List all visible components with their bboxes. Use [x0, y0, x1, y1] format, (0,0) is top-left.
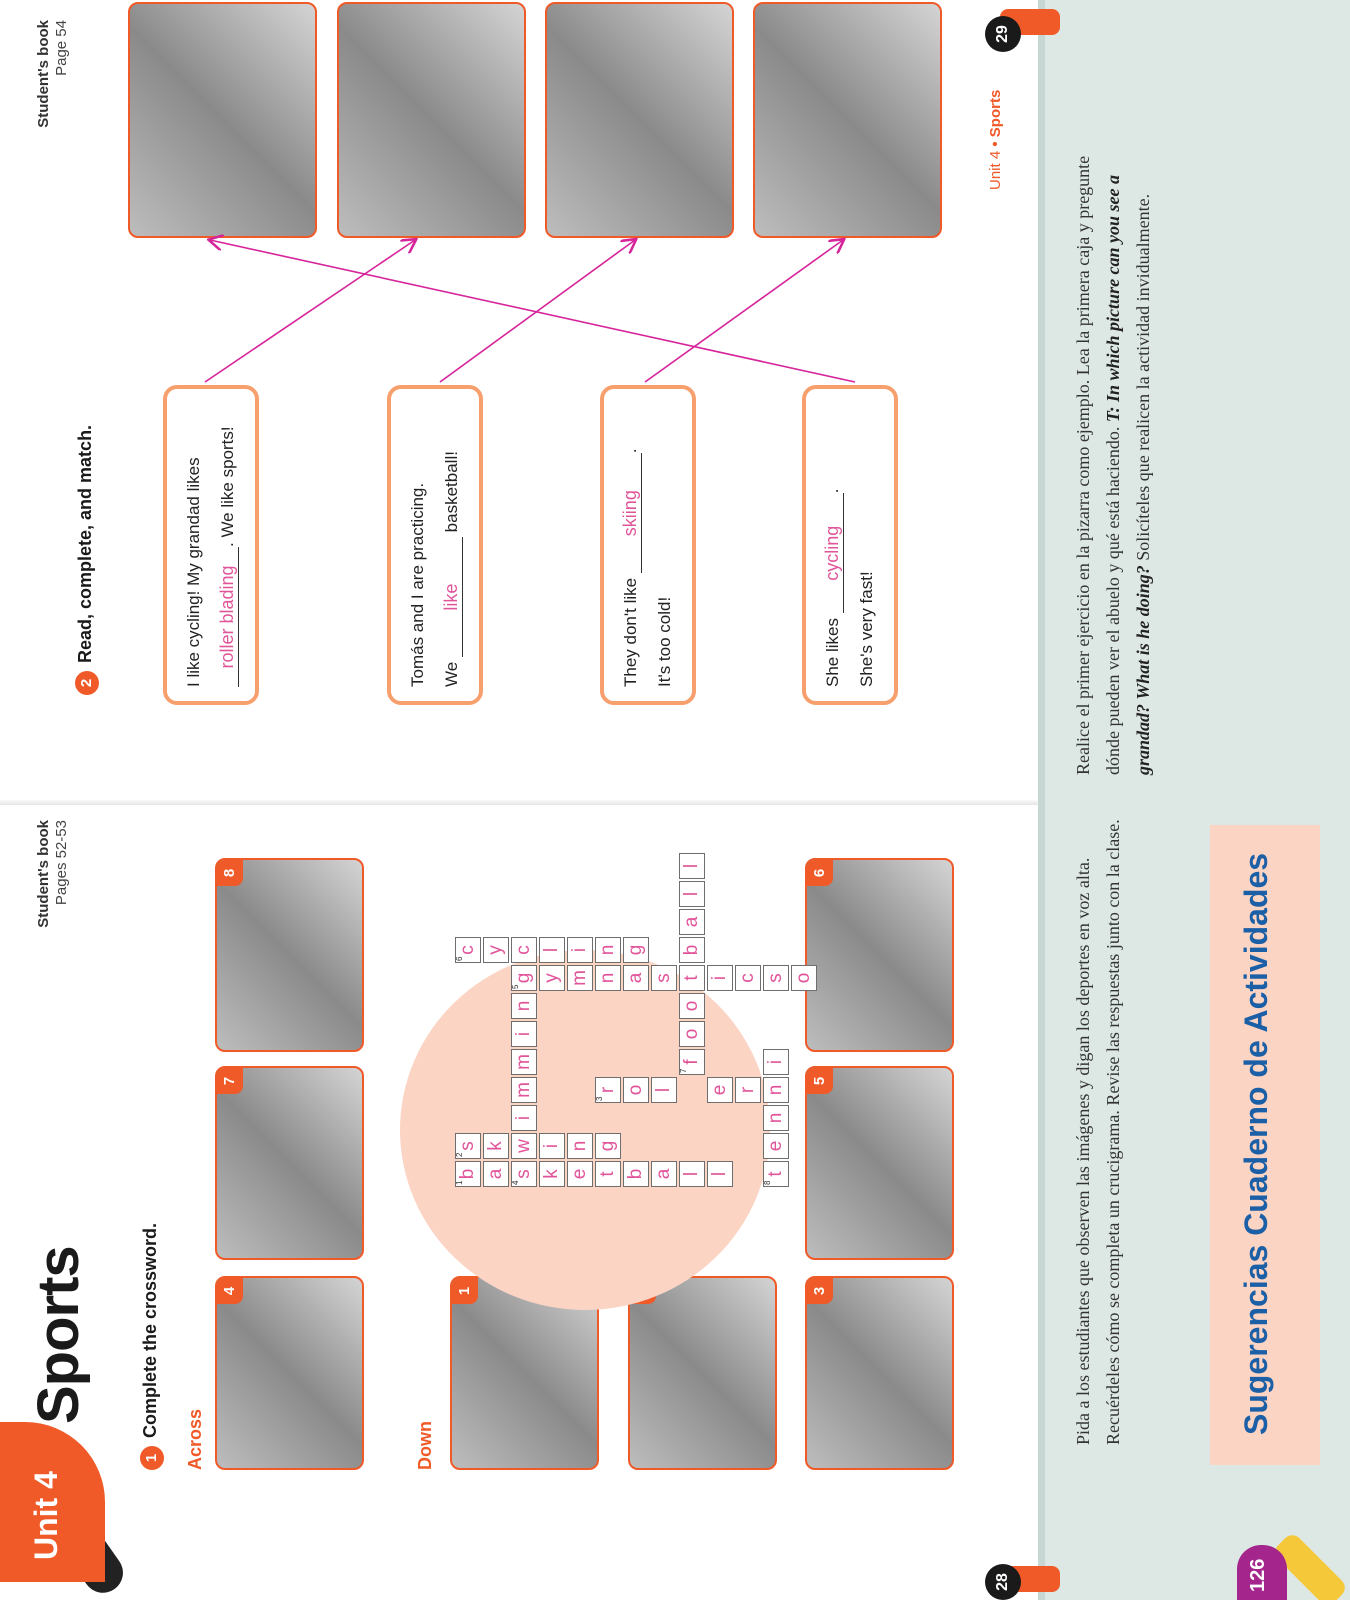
- crossword-clue-number: 5: [511, 984, 520, 989]
- crossword-letter: e: [569, 1168, 590, 1180]
- crossword-letter: b: [457, 1168, 478, 1180]
- crossword-letter: n: [569, 1140, 590, 1152]
- box-3-answer: skiing: [619, 453, 642, 573]
- crossword-letter: a: [653, 1168, 674, 1180]
- box-2-line-1: Tomás and I are practicing.: [408, 482, 427, 687]
- box-1-after: . We like sports!: [218, 426, 237, 547]
- crossword-clue-number: 2: [455, 1152, 464, 1157]
- box-2-after: basketball!: [442, 451, 461, 533]
- activity-2-number: 2: [75, 671, 99, 695]
- crossword-letter: i: [513, 1031, 534, 1037]
- left-sb-label: Student's book: [35, 820, 52, 928]
- crossword-letter: e: [709, 1084, 730, 1096]
- crossword-letter: o: [681, 1000, 702, 1012]
- teacher-note-right-text-1: Realice el primer ejercicio en la pizarra como ejemplo. Lea la primera caja y pregunte dónde pueden ver el abuelo y qué está haciendo.: [1073, 155, 1123, 775]
- crossword-letter: b: [681, 944, 702, 956]
- photo-number-8: 8: [217, 860, 243, 886]
- box-2-answer: like: [440, 537, 463, 657]
- down-heading: Down: [415, 1421, 435, 1470]
- crossword-letter: l: [709, 1171, 730, 1177]
- crossword-letter: s: [653, 973, 674, 983]
- teacher-note-left: Pida a los estudiantes que observen las imágenes y digan los deportes en voz alta. Recuérdeles cómo se completa un crucigrama. Revise las respuestas junto con la clase.: [1073, 819, 1123, 1445]
- crossword-letter: n: [765, 1084, 786, 1096]
- photo-number-1: 1: [452, 1278, 478, 1304]
- box-4-after: .: [823, 488, 842, 494]
- photo-number-6: 6: [807, 860, 833, 886]
- crossword-letter: i: [541, 1143, 562, 1149]
- right-sb-pages: Page 54: [53, 20, 70, 76]
- box-2-before: We: [442, 661, 461, 687]
- crossword-clue-number: 4: [511, 1180, 520, 1185]
- box-4-answer: cycling: [821, 493, 844, 613]
- crossword-letter: l: [681, 891, 702, 897]
- crossword-letter: w: [513, 1139, 534, 1153]
- match-line-4: [210, 240, 855, 382]
- right-sb-label: Student's book: [35, 20, 52, 128]
- photo-number-3: 3: [807, 1278, 833, 1304]
- crossword-letter: o: [681, 1028, 702, 1040]
- crossword-letter: k: [541, 1169, 562, 1179]
- crossword-letter: a: [681, 916, 702, 928]
- crossword-clue-number: 1: [455, 1180, 464, 1185]
- footer-bullet: •: [987, 141, 1004, 147]
- box-4-line-2: She's very fast!: [857, 571, 876, 687]
- crossword-letter: y: [485, 945, 506, 955]
- box-1-line-1: I like cycling! My grandad likes: [184, 457, 203, 687]
- crossword-letter: f: [681, 1059, 702, 1065]
- left-sb-pages: Pages 52-53: [53, 820, 70, 906]
- crossword-letter: c: [513, 945, 534, 955]
- book-page-number: 126: [1247, 1558, 1269, 1592]
- activity-1-text: Complete the crossword.: [140, 1222, 160, 1438]
- crossword-letter: o: [625, 1084, 646, 1096]
- crossword-letter: c: [737, 973, 758, 983]
- crossword-letter: g: [513, 972, 534, 984]
- box-4-before: She likes: [823, 618, 842, 687]
- crossword-letter: m: [513, 1082, 534, 1098]
- crossword-letter: r: [737, 1086, 758, 1094]
- crossword-letter: i: [569, 947, 590, 953]
- suggestions-banner: [1210, 825, 1320, 1465]
- crossword-letter: o: [793, 972, 814, 984]
- crossword-letter: n: [765, 1112, 786, 1124]
- crossword-letter: i: [709, 975, 730, 981]
- crossword-letter: a: [485, 1168, 506, 1180]
- footer-unit-label: Unit 4: [987, 150, 1004, 190]
- crossword-letter: b: [625, 1168, 646, 1180]
- crossword-clue-number: 8: [763, 1180, 772, 1185]
- crossword-letter: m: [569, 970, 590, 986]
- crossword-letter: s: [513, 1169, 534, 1179]
- unit-title: Sports: [26, 1246, 91, 1424]
- box-3-line-2: It's too cold!: [655, 596, 674, 687]
- crossword-letter: i: [513, 1115, 534, 1121]
- photo-number-4: 4: [217, 1278, 243, 1304]
- footer-topic: Sports: [987, 89, 1004, 138]
- page-number-29: 29: [985, 16, 1021, 52]
- crossword-letter: i: [765, 1059, 786, 1065]
- crossword-letter: t: [765, 1171, 786, 1177]
- unit-label: Unit 4: [28, 1471, 64, 1560]
- footer-unit: [987, 90, 1004, 190]
- crossword-letter: m: [513, 1054, 534, 1070]
- crossword-letter: g: [625, 944, 646, 956]
- crossword-letter: a: [625, 972, 646, 984]
- crossword-letter: l: [681, 1171, 702, 1177]
- crossword-letter: l: [681, 863, 702, 869]
- page-number-28: 28: [985, 1564, 1021, 1600]
- crossword-letter: y: [541, 973, 562, 983]
- box-1-answer: roller blading: [216, 547, 239, 687]
- crossword-clue-number: 6: [455, 956, 464, 961]
- box-3-before: They don't like: [621, 577, 640, 687]
- match-line-2: [440, 240, 635, 382]
- crossword-clue-number: 7: [679, 1068, 688, 1073]
- box-3-after: .: [621, 448, 640, 454]
- crossword-letter: e: [765, 1140, 786, 1152]
- crossword-letter: g: [597, 1140, 618, 1152]
- crossword-letter: l: [541, 947, 562, 953]
- teacher-note-right-text-2: Solicíteles que realicen la actividad invidualmente.: [1133, 193, 1153, 566]
- teacher-note-right: [1068, 135, 1158, 775]
- crossword-letter: n: [597, 944, 618, 956]
- crossword-letter: s: [457, 1141, 478, 1151]
- photo-number-5: 5: [807, 1068, 833, 1094]
- across-heading: Across: [185, 1408, 205, 1470]
- crossword-letter: c: [457, 945, 478, 955]
- crossword-letter: n: [513, 1000, 534, 1012]
- book-page-tab: [1215, 1530, 1350, 1600]
- activity-1-number: 1: [140, 1446, 164, 1470]
- crossword-letter: t: [681, 975, 702, 981]
- activity-2-text: Read, complete, and match.: [75, 424, 95, 663]
- crossword-letter: l: [653, 1087, 674, 1093]
- crossword-letter: n: [597, 972, 618, 984]
- match-line-3: [645, 240, 843, 382]
- crossword-clue-number: 3: [595, 1096, 604, 1101]
- suggestions-title: Sugerencias Cuaderno de Actividades: [1238, 852, 1274, 1435]
- teacher-note-question: T: In which picture can you see a grandad? What is he doing?: [1103, 174, 1153, 775]
- photo-number-7: 7: [217, 1068, 243, 1094]
- crossword-letter: t: [597, 1171, 618, 1177]
- crossword-letter: k: [485, 1141, 506, 1151]
- crossword-letter: r: [597, 1086, 618, 1094]
- crossword-letter: s: [765, 973, 786, 983]
